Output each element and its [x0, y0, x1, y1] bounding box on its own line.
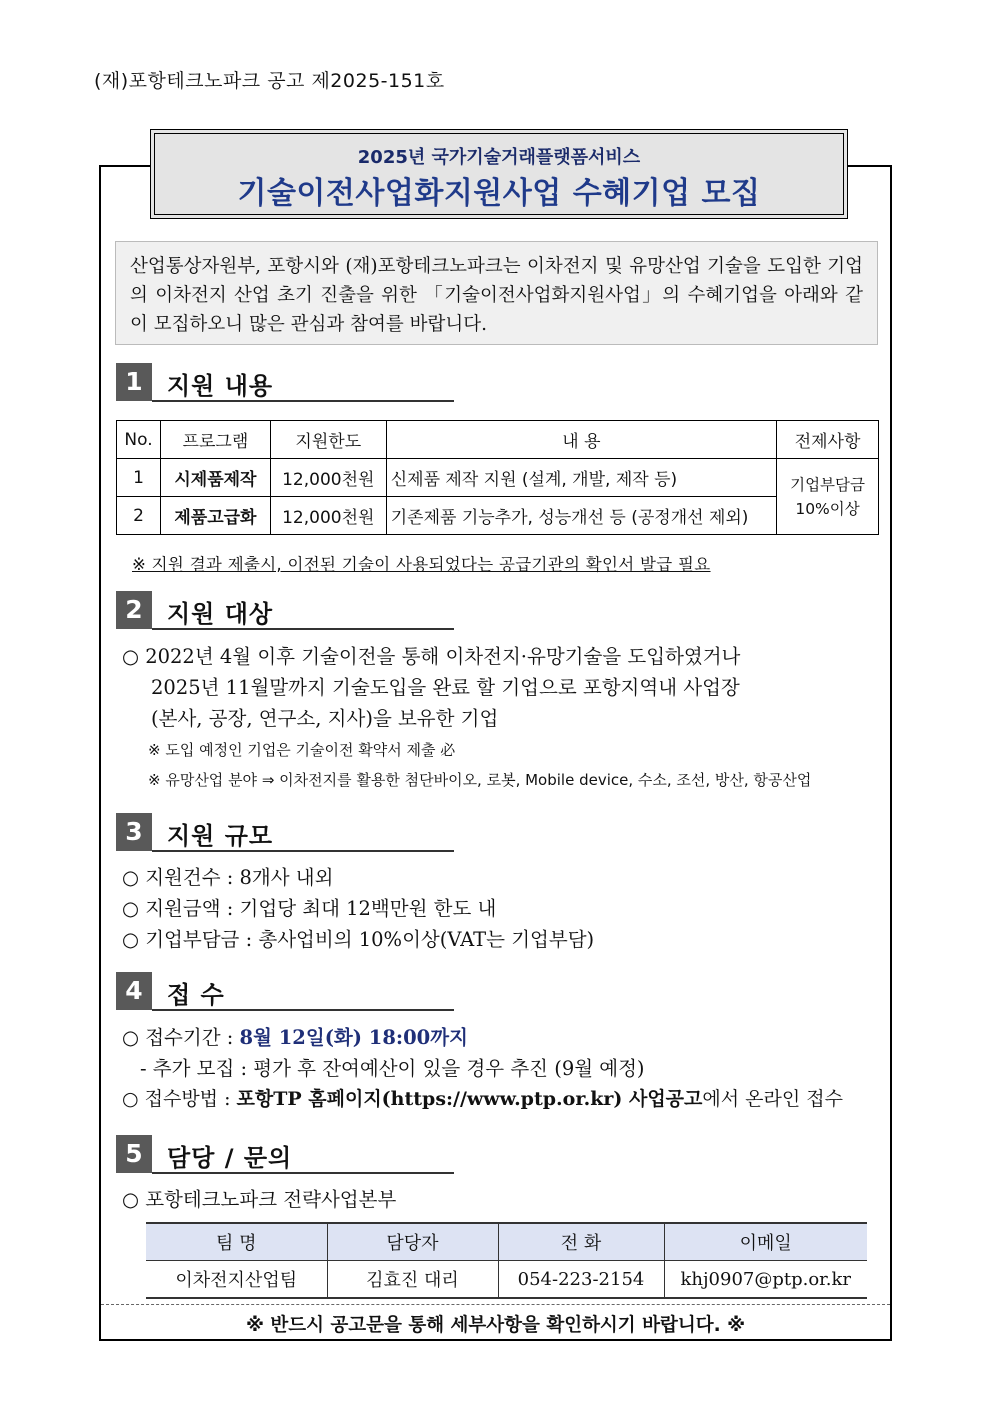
col-program: 프로그램	[160, 421, 270, 459]
intro-paragraph: 산업통상자원부, 포항시와 (재)포항테크노파크는 이차전지 및 유망산업 기술을 도입한 기업의 이차전지 산업 초기 진출을 위한 「기술이전사업화지원사업」의 수혜기업을 아래와 같이 모집하오니 많은 관심과 참여를 바랍니다.	[115, 241, 878, 345]
section-3-title: 지원 규모	[167, 822, 274, 850]
scale-line-3: ○ 기업부담금 : 총사업비의 10%이상(VAT는 기업부담)	[122, 928, 595, 951]
receipt-method	[122, 1084, 843, 1111]
footer-divider	[101, 1304, 890, 1305]
support-note: ※ 지원 결과 제출시, 이전된 기술이 사용되었다는 공급기관의 확인서 발급 필요	[132, 555, 711, 574]
contact-email[interactable]: khj0907@ptp.or.kr	[664, 1261, 867, 1299]
target-line-1: ○ 2022년 4월 이후 기술이전을 통해 이차전지·유망기술을 도입하였거나	[122, 645, 741, 668]
contact-team: 이차전지산업팀	[146, 1261, 327, 1299]
row-program: 시제품제작	[160, 459, 270, 497]
section-1-title: 지원 내용	[167, 372, 274, 400]
support-table	[116, 420, 879, 535]
contact-org: ○ 포항테크노파크 전략사업본부	[122, 1188, 397, 1211]
section-5-title: 담당 / 문의	[167, 1144, 293, 1172]
support-table-header	[117, 421, 879, 459]
row-limit: 12,000천원	[270, 459, 386, 497]
precondition-cell	[777, 459, 879, 535]
target-line-2: 2025년 11월말까지 기술도입을 완료 할 기업으로 포항지역내 사업장	[151, 676, 740, 699]
row-no: 2	[117, 497, 161, 535]
section-4-title: 접 수	[167, 981, 225, 1009]
col-content: 내 용	[386, 421, 776, 459]
row-no: 1	[117, 459, 161, 497]
section-4-number: 4	[116, 972, 152, 1010]
scale-line-2: ○ 지원금액 : 기업당 최대 12백만원 한도 내	[122, 897, 497, 920]
contact-table-header	[146, 1223, 867, 1261]
notice-number: (재)포항테크노파크 공고 제2025-151호	[94, 70, 445, 92]
receipt-method-link[interactable]: 포항TP 홈페이지(https://www.ptp.or.kr) 사업공고	[236, 1088, 703, 1110]
table-row	[146, 1261, 867, 1299]
section-1-underline	[152, 400, 454, 402]
receipt-period-value: 8월 12일(화) 18:00까지	[239, 1026, 468, 1049]
receipt-period	[122, 1022, 468, 1050]
contact-table	[146, 1222, 867, 1299]
contact-phone[interactable]: 054-223-2154	[498, 1261, 664, 1299]
row-limit: 12,000천원	[270, 497, 386, 535]
precondition-line-2: 10%이상	[795, 499, 860, 518]
receipt-method-label: ○ 접수방법 :	[122, 1088, 237, 1110]
page-title: 기술이전사업화지원사업 수혜기업 모집	[237, 176, 761, 211]
title-subtitle: 2025년 국가기술거래플랫폼서비스	[357, 147, 641, 168]
section-5-underline	[152, 1172, 454, 1174]
precondition-line-1: 기업부담금	[790, 475, 865, 494]
scale-line-1: ○ 지원건수 : 8개사 내외	[122, 866, 334, 889]
col-precondition: 전제사항	[777, 421, 879, 459]
table-row	[117, 497, 879, 535]
section-1-number: 1	[116, 363, 152, 401]
receipt-method-suffix: 에서 온라인 접수	[702, 1088, 843, 1110]
footer-note: ※ 반드시 공고문을 통해 세부사항을 확인하시기 바랍니다. ※	[245, 1315, 746, 1336]
section-3-number: 3	[116, 813, 152, 851]
receipt-period-label: ○ 접수기간 :	[122, 1026, 240, 1049]
col-person: 담당자	[327, 1223, 498, 1261]
row-program: 제품고급화	[160, 497, 270, 535]
row-content: 신제품 제작 지원 (설계, 개발, 제작 등)	[386, 459, 776, 497]
target-note-1: ※ 도입 예정인 기업은 기술이전 확약서 제출 必	[148, 741, 456, 759]
col-no: No.	[117, 421, 161, 459]
col-email: 이메일	[664, 1223, 867, 1261]
col-team: 팀 명	[146, 1223, 327, 1261]
section-4-underline	[152, 1009, 454, 1011]
title-box	[150, 129, 848, 219]
target-note-2: ※ 유망산업 분야 ⇒ 이차전지를 활용한 첨단바이오, 로봇, Mobile device, 수소, 조선, 방산, 항공산업	[148, 771, 812, 789]
col-limit: 지원한도	[270, 421, 386, 459]
section-3-underline	[152, 850, 454, 852]
section-5-number: 5	[116, 1135, 152, 1173]
section-2-underline	[152, 628, 454, 630]
col-phone: 전 화	[498, 1223, 664, 1261]
row-content: 기존제품 기능추가, 성능개선 등 (공정개선 제외)	[386, 497, 776, 535]
table-row	[117, 459, 879, 497]
receipt-additional: - 추가 모집 : 평가 후 잔여예산이 있을 경우 추진 (9월 예정)	[140, 1057, 645, 1080]
section-2-number: 2	[116, 591, 152, 629]
target-line-3: (본사, 공장, 연구소, 지사)을 보유한 기업	[151, 707, 499, 730]
contact-person: 김효진 대리	[327, 1261, 498, 1299]
section-2-title: 지원 대상	[167, 600, 274, 628]
